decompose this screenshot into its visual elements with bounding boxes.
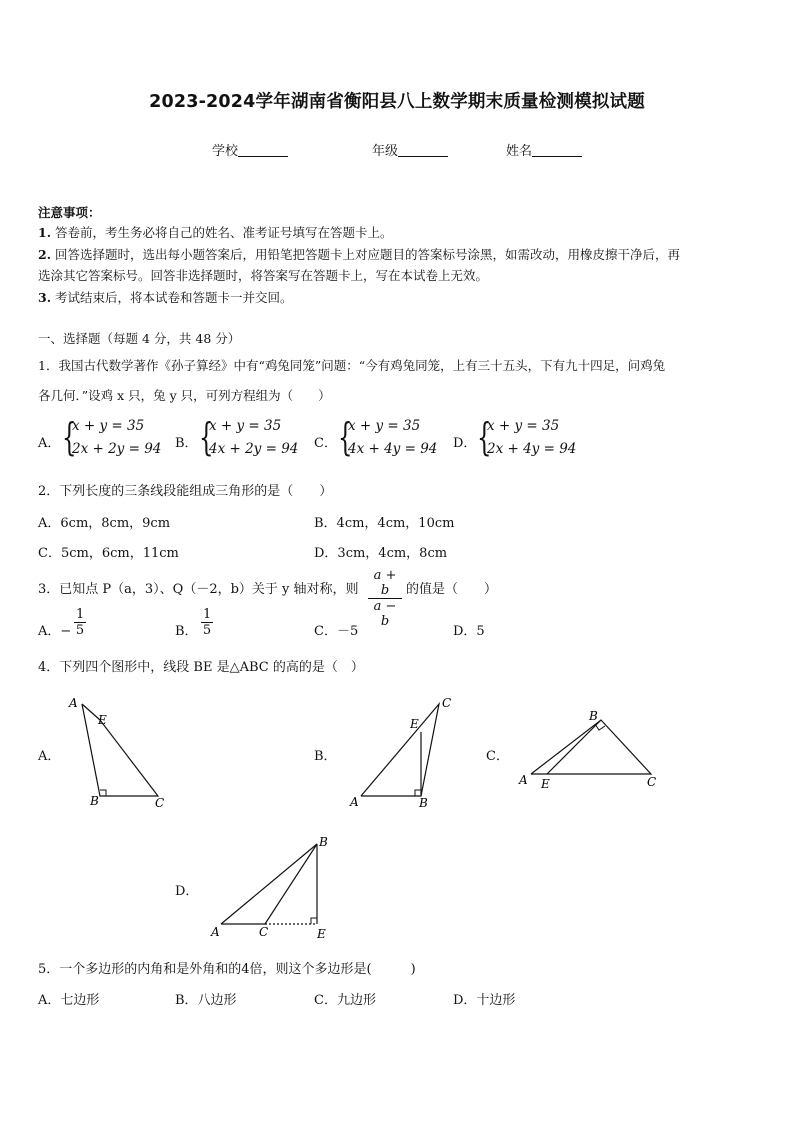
equation-1: x + y = 35 (487, 418, 560, 434)
fig-c-vertex-c: C (647, 775, 657, 789)
equation-2: 2x + 4y = 94 (487, 441, 577, 457)
q5-option-d: D．十边形 (453, 993, 516, 1008)
q3-option-c: C．－5 (314, 624, 359, 639)
q2-option-b: B．4cm，4cm，10cm (314, 516, 455, 531)
equation-2: 4x + 4y = 94 (348, 441, 438, 457)
fig-c-vertex-a: A (519, 773, 528, 787)
q5-stem: 5．一个多边形的内角和是外角和的4倍，则这个多边形是( ) (38, 962, 416, 977)
grade-label: 年级 (372, 144, 399, 159)
equation-1: x + y = 35 (72, 418, 145, 434)
q4-figure-a (60, 692, 180, 816)
q4-option-b-label: B． (314, 749, 337, 764)
name-field (506, 140, 582, 159)
name-label: 姓名 (506, 144, 533, 159)
q2-stem: 2．下列长度的三条线段能组成三角形的是（ ） (38, 484, 333, 499)
q3-option-b-label: B． (175, 624, 198, 639)
fig-a-vertex-a: A (69, 696, 78, 710)
q1-option-d-system (477, 415, 587, 462)
school-label: 学校 (212, 144, 239, 159)
notice-item-2-cont: 选涂其它答案标号。回答非选择题时，将答案写在答题卡上，写在本试卷上无效。 (38, 268, 489, 283)
fig-d-vertex-b: B (319, 835, 328, 849)
q4-stem: 4．下列四个图形中，线段 BE 是△ABC 的高的是（ ） (38, 660, 364, 675)
q4-option-d-label: D． (175, 884, 199, 899)
q1-stem-line2: 各几何．”设鸡 x 只，兔 y 只，可列方程组为（ ） (38, 388, 331, 403)
equation-2: 2x + 2y = 94 (72, 441, 162, 457)
q5-option-c: C．九边形 (314, 993, 376, 1008)
fig-b-vertex-a: A (350, 795, 359, 809)
equation-1: x + y = 35 (348, 418, 421, 434)
page-title: 2023-2024学年湖南省衡阳县八上数学期末质量检测模拟试题 (149, 92, 645, 112)
q1-stem-line1: 1．我国古代数学著作《孙子算经》中有“鸡兔同笼”问题：“今有鸡兔同笼，上有三十五头，下有九十四足，问鸡兔 (38, 358, 666, 373)
name-blank (532, 143, 582, 157)
fig-c-vertex-b: B (589, 709, 598, 723)
q1-option-d-label: D． (453, 436, 477, 451)
fig-a-vertex-b: B (90, 794, 99, 808)
q3-stem-b: 的值是（ ） (406, 582, 498, 597)
q4-option-c-label: C． (486, 749, 509, 764)
fig-c-vertex-e: E (541, 777, 550, 791)
q3-option-b-frac: $\frac{1}{5}$ (202, 607, 212, 638)
fig-d-vertex-e: E (317, 927, 326, 941)
school-blank (238, 143, 288, 157)
q5-option-a: A．七边形 (38, 993, 100, 1008)
q3-option-a-frac: $\frac{1}{5}$ (75, 607, 85, 638)
equation-2: 4x + 2y = 94 (209, 441, 299, 457)
fig-b-vertex-c: C (442, 696, 452, 710)
q1-option-a-system (62, 415, 172, 462)
q1-option-a-label: A． (38, 436, 61, 451)
notice-heading: 注意事项： (38, 205, 101, 220)
brace-symbol: { (62, 415, 77, 459)
brace-symbol: { (477, 415, 492, 459)
fig-b-vertex-b: B (419, 796, 428, 810)
q4-figure-d (205, 832, 345, 944)
fig-a-vertex-c: C (155, 796, 165, 810)
q2-option-c: C．5cm，6cm，11cm (38, 546, 179, 561)
q3-stem-a: 3．已知点 P（a，3）、Q（－2，b）关于 y 轴对称，则 (38, 582, 359, 597)
fig-b-vertex-e: E (410, 717, 419, 731)
grade-blank (398, 143, 448, 157)
q1-option-c-label: C． (314, 436, 337, 451)
school-field (212, 140, 288, 159)
q1-option-b-label: B． (175, 436, 198, 451)
q4-figure-c (515, 706, 665, 796)
q1-option-b-system (199, 415, 309, 462)
section-heading: 一、选择题（每题 4 分，共 48 分） (38, 331, 241, 346)
q4-figure-b (345, 692, 465, 816)
brace-symbol: { (338, 415, 353, 459)
q1-option-c-system (338, 415, 448, 462)
fig-d-vertex-c: C (259, 925, 269, 939)
q5-option-b: B．八边形 (175, 993, 237, 1008)
q2-option-d: D．3cm，4cm，8cm (314, 546, 448, 561)
grade-field (372, 140, 448, 159)
notice-item-2: 2. 回答选择题时，选出每小题答案后，用铅笔把答题卡上对应题目的答案标号涂黑，如需改动，用橡皮擦干净后，再 (38, 247, 681, 262)
fig-a-vertex-e: E (98, 713, 107, 727)
notice-item-1: 1. 答卷前，考生务必将自己的姓名、准考证号填写在答题卡上。 (38, 225, 393, 240)
q3-fraction: $\frac{a + b}{a - b}$ (368, 568, 402, 629)
brace-symbol: { (199, 415, 214, 459)
q3-option-d: D．5 (453, 624, 485, 639)
fig-d-vertex-a: A (211, 925, 220, 939)
notice-item-3: 3. 考试结束后，将本试卷和答题卡一并交回。 (38, 290, 293, 305)
q4-option-a-label: A． (38, 749, 61, 764)
q3-option-a-label: A．− (38, 624, 72, 639)
q2-option-a: A．6cm，8cm，9cm (38, 516, 171, 531)
equation-1: x + y = 35 (209, 418, 282, 434)
